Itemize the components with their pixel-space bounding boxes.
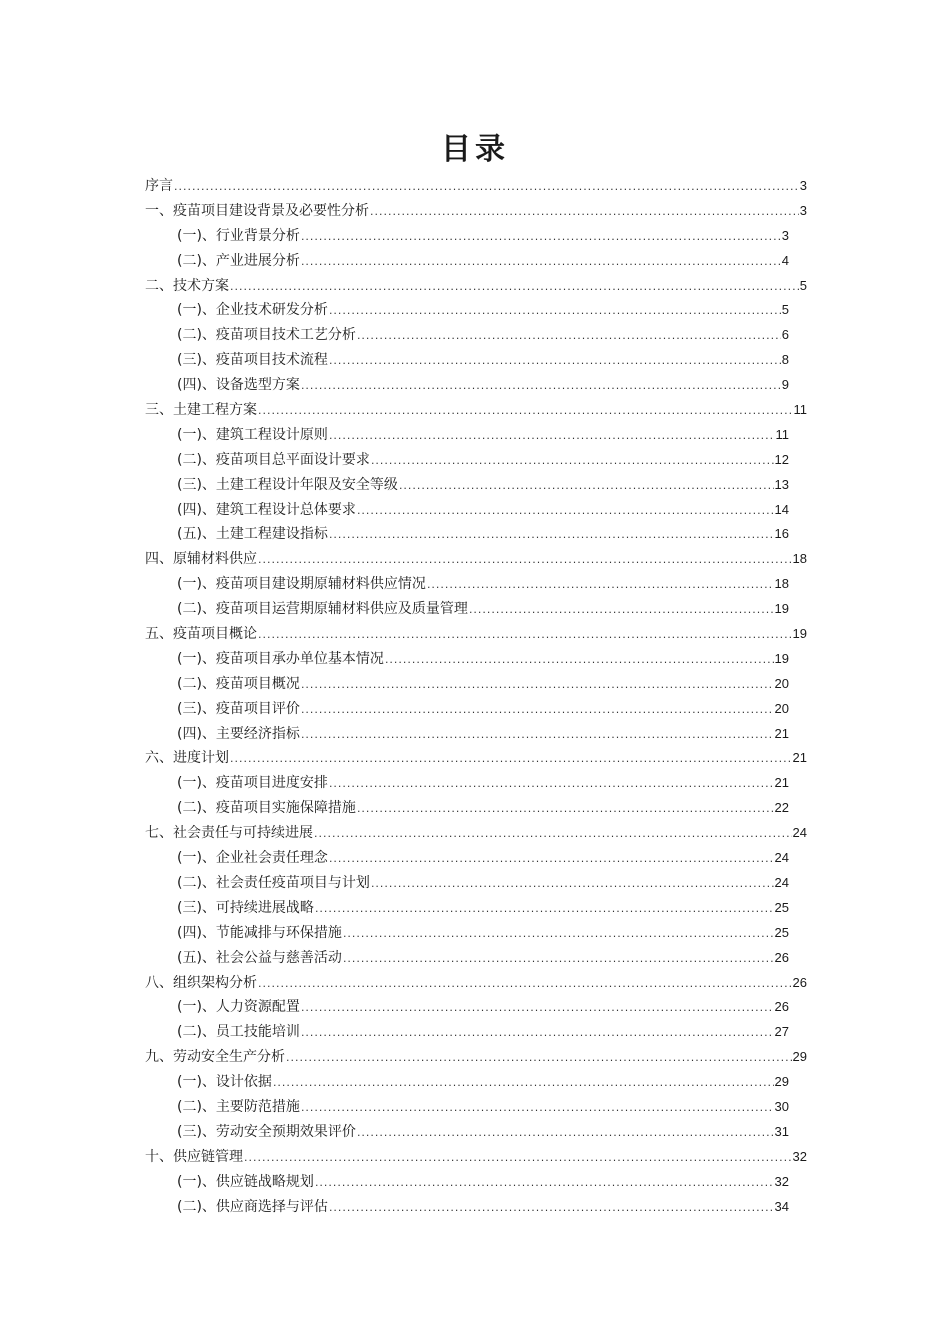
toc-page-number: 19 bbox=[774, 650, 789, 666]
toc-entry-label: (五)、土建工程建设指标 bbox=[177, 526, 328, 543]
toc-dot-leader bbox=[357, 324, 781, 349]
toc-dot-leader bbox=[258, 623, 792, 648]
toc-entry[interactable] bbox=[145, 1120, 807, 1145]
toc-page-number: 5 bbox=[781, 302, 789, 318]
toc-entry[interactable] bbox=[145, 547, 807, 572]
toc-dot-leader bbox=[329, 1196, 774, 1221]
toc-page-number: 11 bbox=[793, 402, 807, 418]
toc-entry[interactable] bbox=[145, 896, 807, 921]
toc-entry-label: (一)、供应链战略规划 bbox=[177, 1173, 314, 1190]
toc-entry-label: 五、疫苗项目概论 bbox=[145, 626, 257, 643]
toc-dot-leader bbox=[427, 573, 774, 598]
toc-entry-label: (一)、人力资源配置 bbox=[177, 999, 300, 1016]
toc-entry[interactable] bbox=[145, 597, 807, 622]
toc-entry[interactable] bbox=[145, 199, 807, 224]
toc-dot-leader bbox=[385, 648, 774, 673]
toc-entry[interactable] bbox=[145, 971, 807, 996]
toc-page-number: 8 bbox=[781, 352, 789, 368]
toc-dot-leader bbox=[230, 275, 799, 300]
toc-dot-leader bbox=[314, 822, 792, 847]
toc-page-number: 3 bbox=[799, 178, 807, 193]
toc-entry-label: (二)、社会责任疫苗项目与计划 bbox=[177, 874, 370, 891]
toc-entry-label: (一)、建筑工程设计原则 bbox=[177, 426, 328, 443]
toc-dot-leader bbox=[258, 548, 792, 573]
toc-entry-label: (二)、疫苗项目技术工艺分析 bbox=[177, 327, 356, 344]
toc-dot-leader bbox=[301, 1021, 774, 1046]
toc-dot-leader bbox=[357, 499, 774, 524]
toc-page-number: 24 bbox=[774, 850, 789, 866]
toc-entry[interactable] bbox=[145, 796, 807, 821]
toc-page-number: 13 bbox=[774, 476, 789, 492]
toc-entry-label: 八、组织架构分析 bbox=[145, 974, 257, 991]
toc-page-number: 18 bbox=[792, 551, 807, 567]
toc-dot-leader bbox=[469, 598, 774, 623]
toc-entry-label: (四)、节能减排与环保措施 bbox=[177, 924, 342, 941]
toc-dot-leader bbox=[329, 772, 774, 797]
toc-entry-label: (二)、疫苗项目实施保障措施 bbox=[177, 800, 356, 817]
toc-dot-leader bbox=[301, 1096, 774, 1121]
toc-entry-label: (三)、劳动安全预期效果评价 bbox=[177, 1123, 356, 1140]
table-of-contents bbox=[145, 174, 807, 1219]
toc-entry[interactable] bbox=[145, 298, 807, 323]
toc-page-number: 30 bbox=[774, 1098, 789, 1114]
toc-entry-label: (一)、设计依据 bbox=[177, 1074, 272, 1091]
toc-entry-label: 六、进度计划 bbox=[145, 750, 229, 767]
toc-entry-label: (二)、主要防范措施 bbox=[177, 1098, 300, 1115]
toc-dot-leader bbox=[230, 747, 792, 772]
toc-page-number: 22 bbox=[774, 800, 789, 816]
toc-entry-label: (四)、建筑工程设计总体要求 bbox=[177, 501, 356, 518]
toc-page-number: 26 bbox=[792, 974, 807, 990]
toc-entry[interactable] bbox=[145, 274, 807, 299]
toc-entry[interactable] bbox=[145, 871, 807, 896]
toc-page-number: 29 bbox=[792, 1049, 807, 1065]
toc-entry[interactable] bbox=[145, 448, 807, 473]
toc-dot-leader bbox=[370, 200, 799, 225]
toc-page-number: 20 bbox=[774, 700, 789, 716]
toc-page-number: 14 bbox=[774, 501, 789, 517]
toc-dot-leader bbox=[329, 299, 781, 324]
toc-page-number: 3 bbox=[799, 202, 807, 218]
toc-entry[interactable] bbox=[145, 821, 807, 846]
toc-page-number: 24 bbox=[792, 825, 807, 841]
toc-dot-leader bbox=[301, 250, 781, 275]
toc-entry-label: (三)、疫苗项目技术流程 bbox=[177, 352, 328, 369]
toc-dot-leader bbox=[301, 996, 774, 1021]
toc-entry[interactable] bbox=[145, 1170, 807, 1195]
toc-entry-label: 三、土建工程方案 bbox=[145, 402, 257, 419]
toc-page-number: 26 bbox=[774, 949, 789, 965]
toc-entry[interactable] bbox=[145, 697, 807, 722]
toc-page-number: 25 bbox=[774, 924, 789, 940]
toc-entry-label: 九、劳动安全生产分析 bbox=[145, 1049, 285, 1066]
toc-entry-label: 十、供应链管理 bbox=[145, 1148, 243, 1165]
toc-page-number: 32 bbox=[774, 1173, 789, 1189]
toc-entry[interactable] bbox=[145, 1195, 807, 1220]
toc-entry[interactable] bbox=[145, 771, 807, 796]
toc-page-number: 27 bbox=[774, 1024, 789, 1040]
toc-entry[interactable] bbox=[145, 622, 807, 647]
toc-page-number: 24 bbox=[774, 874, 789, 890]
toc-dot-leader bbox=[357, 1121, 774, 1146]
toc-entry[interactable] bbox=[145, 1020, 807, 1045]
toc-dot-leader bbox=[329, 523, 774, 548]
toc-entry[interactable] bbox=[145, 498, 807, 523]
toc-entry-label: (三)、疫苗项目评价 bbox=[177, 700, 300, 717]
toc-entry-label: (一)、企业社会责任理念 bbox=[177, 850, 328, 867]
toc-dot-leader bbox=[258, 972, 792, 997]
toc-page-number: 18 bbox=[774, 576, 789, 592]
toc-dot-leader bbox=[244, 1146, 792, 1171]
toc-entry-label: 四、原辅材料供应 bbox=[145, 551, 257, 568]
toc-entry[interactable] bbox=[145, 323, 807, 348]
toc-dot-leader bbox=[301, 673, 774, 698]
toc-entry-label: (二)、疫苗项目总平面设计要求 bbox=[177, 451, 370, 468]
toc-entry[interactable] bbox=[145, 722, 807, 747]
toc-dot-leader bbox=[329, 847, 774, 872]
toc-entry-label: 一、疫苗项目建设背景及必要性分析 bbox=[145, 202, 369, 219]
toc-page-number: 19 bbox=[792, 626, 807, 642]
toc-entry-label: (二)、员工技能培训 bbox=[177, 1024, 300, 1041]
toc-page-number: 29 bbox=[774, 1074, 789, 1090]
toc-entry[interactable] bbox=[145, 946, 807, 971]
toc-entry[interactable] bbox=[145, 473, 807, 498]
toc-entry[interactable] bbox=[145, 1070, 807, 1095]
toc-page-number: 26 bbox=[774, 999, 789, 1015]
toc-entry-label: (二)、产业进展分析 bbox=[177, 252, 300, 269]
toc-entry[interactable] bbox=[145, 995, 807, 1020]
toc-entry[interactable] bbox=[145, 348, 807, 373]
toc-entry-label: 二、技术方案 bbox=[145, 277, 229, 294]
toc-entry-label: (一)、疫苗项目建设期原辅材料供应情况 bbox=[177, 576, 426, 593]
toc-entry[interactable] bbox=[145, 647, 807, 672]
toc-entry[interactable] bbox=[145, 522, 807, 547]
toc-entry-label: (三)、土建工程设计年限及安全等级 bbox=[177, 476, 398, 493]
toc-entry-label: (一)、疫苗项目进度安排 bbox=[177, 775, 328, 792]
toc-entry-label: (二)、疫苗项目运营期原辅材料供应及质量管理 bbox=[177, 601, 468, 618]
toc-page-number: 21 bbox=[792, 750, 807, 766]
toc-dot-leader bbox=[343, 947, 774, 972]
toc-entry-label: (三)、可持续进展战略 bbox=[177, 899, 314, 916]
toc-page-number: 34 bbox=[774, 1198, 789, 1214]
toc-entry-label: (一)、企业技术研发分析 bbox=[177, 302, 328, 319]
toc-page-number: 25 bbox=[774, 899, 789, 915]
toc-entry[interactable] bbox=[145, 398, 807, 423]
toc-entry-label: (四)、主要经济指标 bbox=[177, 725, 300, 742]
toc-dot-leader bbox=[371, 449, 774, 474]
toc-dot-leader bbox=[371, 872, 774, 897]
toc-page-number: 19 bbox=[774, 601, 789, 617]
toc-dot-leader bbox=[258, 399, 793, 424]
toc-entry[interactable] bbox=[145, 746, 807, 771]
toc-dot-leader bbox=[273, 1071, 774, 1096]
toc-page-number: 11 bbox=[775, 426, 789, 442]
toc-entry-label: (四)、设备选型方案 bbox=[177, 377, 300, 394]
page-title: 目录 bbox=[441, 132, 509, 167]
toc-page-number: 6 bbox=[781, 327, 789, 343]
toc-dot-leader bbox=[301, 374, 781, 399]
toc-entry[interactable] bbox=[145, 423, 807, 448]
toc-page-number: 9 bbox=[781, 377, 789, 393]
toc-dot-leader bbox=[286, 1046, 792, 1071]
toc-dot-leader bbox=[315, 897, 774, 922]
toc-entry[interactable] bbox=[145, 846, 807, 871]
toc-entry-label: (二)、供应商选择与评估 bbox=[177, 1198, 328, 1215]
toc-dot-leader bbox=[329, 424, 775, 449]
toc-dot-leader bbox=[357, 797, 774, 822]
toc-entry[interactable] bbox=[145, 249, 807, 274]
toc-dot-leader bbox=[343, 922, 774, 947]
toc-dot-leader bbox=[301, 698, 774, 723]
toc-entry[interactable] bbox=[145, 174, 807, 199]
toc-dot-leader bbox=[399, 474, 774, 499]
toc-entry-label: (一)、疫苗项目承办单位基本情况 bbox=[177, 650, 384, 667]
toc-entry[interactable] bbox=[145, 373, 807, 398]
toc-entry-label: (一)、行业背景分析 bbox=[177, 227, 300, 244]
toc-page-number: 12 bbox=[774, 451, 789, 467]
toc-dot-leader bbox=[301, 723, 774, 748]
toc-page-number: 21 bbox=[774, 775, 789, 791]
toc-page-number: 4 bbox=[781, 252, 789, 268]
toc-page-number: 21 bbox=[774, 725, 789, 741]
toc-entry[interactable] bbox=[145, 1045, 807, 1070]
toc-entry[interactable] bbox=[145, 572, 807, 597]
toc-entry-label: (五)、社会公益与慈善活动 bbox=[177, 949, 342, 966]
toc-page-number: 32 bbox=[792, 1148, 807, 1164]
toc-dot-leader bbox=[315, 1171, 774, 1196]
toc-page-number: 20 bbox=[774, 675, 789, 691]
toc-entry-label: 七、社会责任与可持续进展 bbox=[145, 825, 313, 842]
toc-entry-label: (二)、疫苗项目概况 bbox=[177, 675, 300, 692]
toc-entry[interactable] bbox=[145, 921, 807, 946]
toc-entry[interactable] bbox=[145, 1095, 807, 1120]
toc-page-number: 16 bbox=[774, 526, 789, 542]
toc-entry-label: 序言 bbox=[145, 178, 173, 194]
toc-page-number: 3 bbox=[781, 227, 789, 243]
toc-dot-leader bbox=[301, 225, 781, 250]
toc-entry[interactable] bbox=[145, 1145, 807, 1170]
toc-dot-leader bbox=[174, 175, 799, 200]
toc-page-number: 5 bbox=[799, 277, 807, 293]
toc-entry[interactable] bbox=[145, 224, 807, 249]
toc-dot-leader bbox=[329, 349, 781, 374]
toc-entry[interactable] bbox=[145, 672, 807, 697]
toc-page-number: 31 bbox=[774, 1123, 789, 1139]
